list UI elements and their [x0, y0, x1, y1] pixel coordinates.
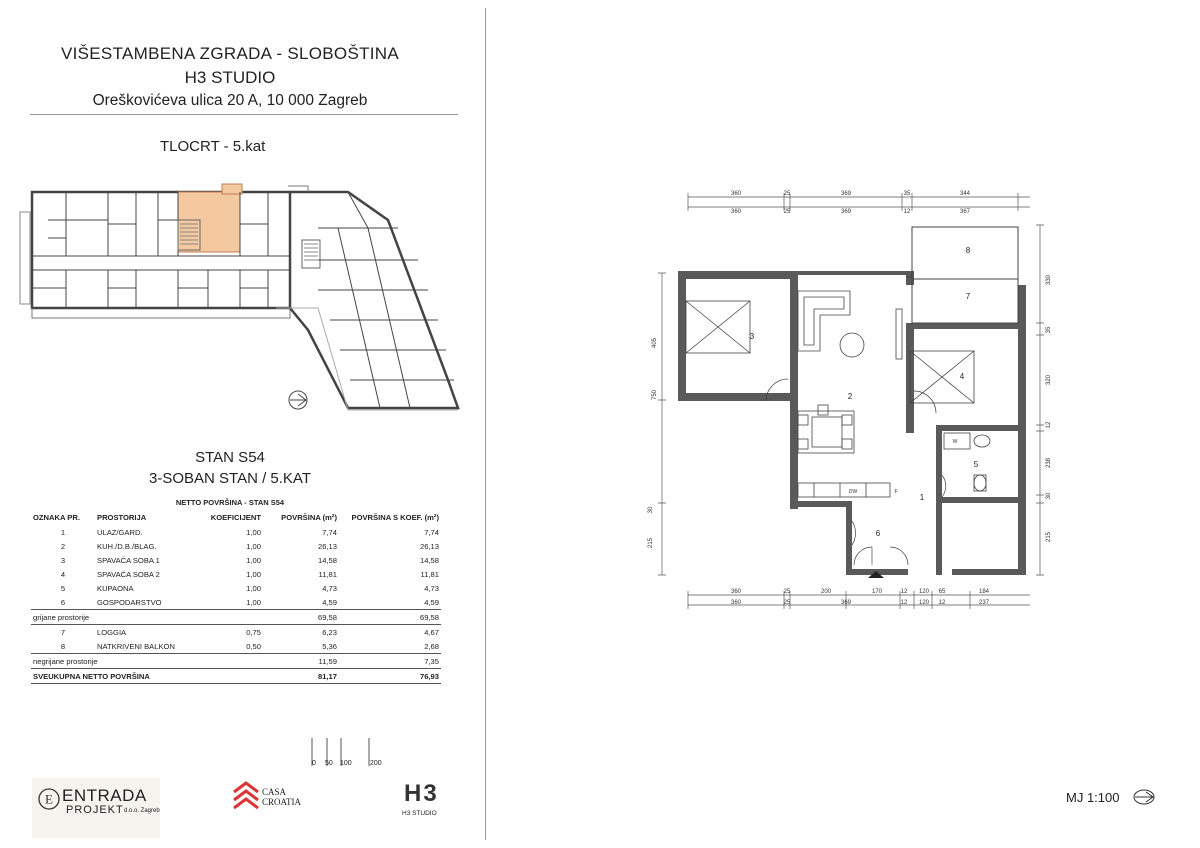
heated-label: grijane prostorije: [31, 610, 263, 625]
entrada-word: ENTRADA: [62, 786, 147, 805]
table-row: [31, 625, 441, 640]
table-header-row: [31, 510, 441, 525]
total-area: 81,17: [263, 669, 339, 684]
row-coef: 1,00: [246, 569, 261, 579]
unheated-label: negrijane prostorije: [31, 654, 263, 669]
apartment-plan-drawing: [640, 185, 1080, 615]
dim-top-1b: 25: [783, 191, 791, 197]
unheated-subtotal-row: [31, 654, 441, 669]
row-coef: 1,00: [246, 541, 261, 551]
row-coef: 0,50: [246, 641, 261, 651]
loggia-outline: [906, 227, 1018, 323]
entrada-suffix: d.o.o. Zagreb: [124, 808, 160, 814]
unheated-area-coef: 7,35: [339, 654, 441, 669]
total-label: SVEUKUPNA NETTO POVRŠINA: [31, 669, 263, 684]
entrada-emblem-icon: [38, 788, 60, 810]
sofa: [798, 291, 850, 351]
casa-word: CASA: [262, 787, 287, 797]
dim-top-2a: 360: [730, 209, 742, 215]
row-area: 14,58: [317, 555, 337, 565]
row-id: 1: [60, 527, 66, 537]
row-area-coef: 4,67: [424, 627, 439, 637]
dishwasher-label: DW: [848, 489, 858, 495]
dim-top-1c: 369: [840, 191, 852, 197]
col-header-id: OZNAKA PR.: [33, 513, 80, 522]
room-number-3: 3: [749, 332, 755, 341]
table-row: [31, 581, 441, 595]
h3-studio-logo: [400, 780, 460, 820]
grand-total-row: [31, 669, 441, 684]
dim-right-f: 30: [1046, 492, 1052, 500]
table-row: [31, 553, 441, 567]
row-id: 2: [60, 541, 66, 551]
bed-room4: [910, 351, 974, 403]
table-row: [31, 525, 441, 539]
project-address: Oreškovićeva ulica 20 A, 10 000 Zagreb: [92, 92, 368, 109]
row-area: 5,36: [322, 641, 337, 651]
dim-right-d: 12: [1046, 421, 1052, 429]
unheated-area: 11,59: [263, 654, 339, 669]
dim-bot-1f: 120: [918, 589, 930, 595]
casa-croatia-logo: [232, 780, 322, 816]
col-header-area-coef: POVRŠINA S KOEF. (m²): [351, 513, 439, 522]
row-coef: 1,00: [246, 583, 261, 593]
table-row: [31, 639, 441, 654]
dim-right-b: 35: [1046, 326, 1052, 334]
heated-area-coef: 69,58: [339, 610, 441, 625]
dim-bot-2b: 25: [783, 600, 791, 606]
dim-bot-2a: 360: [730, 600, 742, 606]
col-header-area: POVRŠINA (m²): [281, 513, 337, 522]
room-number-7: 7: [965, 292, 971, 301]
bathroom-fixtures: [944, 433, 990, 491]
dim-bot-2c: 369: [840, 600, 852, 606]
heated-subtotal-row: [31, 610, 441, 625]
dim-bot-2g: 237: [978, 600, 990, 606]
project-title: VIŠESTAMBENA ZGRADA - SLOBOŠTINA: [60, 44, 400, 63]
floor-plan-label: TLOCRT - 5.kat: [160, 138, 266, 155]
row-room: KUPAONA: [97, 583, 134, 593]
north-arrow-icon: [1132, 788, 1156, 806]
room-number-5: 5: [973, 460, 979, 469]
dim-right-g: 215: [1046, 531, 1052, 543]
room-number-4: 4: [959, 372, 965, 381]
fridge-label: F: [894, 489, 898, 495]
dim-top-2d: 12: [903, 209, 911, 215]
row-area-coef: 4,73: [424, 583, 439, 593]
row-area: 6,23: [322, 627, 337, 637]
col-header-room: PROSTORIJA: [97, 513, 147, 522]
row-room: LOGGIA: [97, 627, 127, 637]
scale-tick-0: 0: [312, 760, 316, 767]
projekt-word: PROJEKT: [66, 804, 124, 816]
scale-note: MJ 1:100: [1066, 790, 1120, 805]
col-header-coef: KOEFICIJENT: [210, 513, 261, 522]
croatia-word: CROATIA: [262, 797, 302, 807]
row-id: 3: [60, 555, 66, 565]
north-arrow-icon: [289, 391, 307, 409]
row-room: GOSPODARSTVO: [97, 597, 162, 607]
scale-tick-200: 200: [370, 760, 382, 767]
row-coef: 1,00: [246, 527, 261, 537]
row-area: 4,59: [322, 597, 337, 607]
header-divider: [30, 114, 458, 115]
dining-table: [798, 405, 854, 453]
row-area-coef: 7,74: [424, 527, 439, 537]
dim-top-2e: 367: [959, 209, 971, 215]
row-id: 6: [60, 597, 66, 607]
heated-area: 69,58: [263, 610, 339, 625]
row-room: SPAVAĆA SOBA 1: [97, 555, 160, 565]
scale-tick-100: 100: [340, 760, 352, 767]
table-row: [31, 539, 441, 553]
dim-bot-2d: 12: [900, 600, 908, 606]
coffee-table: [840, 333, 864, 357]
room-number-6: 6: [875, 529, 881, 538]
room-number-1: 1: [919, 493, 925, 502]
scale-tick-50: 50: [325, 760, 333, 767]
dim-top-1a: 360: [730, 191, 742, 197]
entrada-logo: [32, 778, 160, 838]
dim-left-c: 30: [648, 506, 654, 514]
dim-bot-1b: 25: [783, 589, 791, 595]
apartment-type: 3-SOBAN STAN / 5.KAT: [149, 470, 311, 487]
dim-top-2c: 369: [840, 209, 852, 215]
row-id: 5: [60, 583, 66, 593]
key-plan-drawing: [18, 180, 468, 415]
room-number-2: 2: [847, 392, 853, 401]
table-row: [31, 567, 441, 581]
kitchen-counter: [798, 483, 890, 497]
dim-left-b: 750: [652, 389, 658, 401]
row-area-coef: 4,59: [424, 597, 439, 607]
row-area-coef: 11,81: [420, 569, 439, 579]
dim-bot-1g: 65: [938, 589, 946, 595]
row-id: 7: [60, 627, 66, 637]
room-number-8: 8: [965, 246, 971, 255]
row-room: NATKRIVENI BALKON: [97, 641, 175, 651]
row-id: 4: [60, 569, 66, 579]
row-area: 4,73: [322, 583, 337, 593]
dim-top-1d: 35: [903, 191, 911, 197]
dim-top-2b: 25: [783, 209, 791, 215]
row-room: ULAZ/GARD.: [97, 527, 143, 537]
svg-text:E: E: [45, 791, 53, 807]
row-area: 11,81: [318, 569, 337, 579]
apartment-name: STAN S54: [195, 449, 265, 466]
row-coef: 1,00: [246, 597, 261, 607]
area-table-title: NETTO POVRŠINA - STAN S54: [175, 498, 285, 507]
row-area: 7,74: [322, 527, 337, 537]
studio-name: H3 STUDIO: [184, 68, 276, 87]
dim-bot-1c: 200: [820, 589, 832, 595]
washer-label: W: [952, 439, 958, 445]
tv-unit: [896, 309, 902, 359]
dim-bot-1d: 170: [871, 589, 883, 595]
area-table: [31, 510, 441, 684]
table-row: [31, 595, 441, 610]
sheet-divider: [485, 8, 486, 840]
dim-right-a: 330: [1046, 274, 1052, 286]
dim-bot-1a: 360: [730, 589, 742, 595]
dim-left-a: 405: [652, 337, 658, 349]
row-room: KUH./D.B./BLAG.: [97, 541, 157, 551]
casa-croatia-mark-icon: [232, 780, 260, 814]
dim-bot-1e: 12: [900, 589, 908, 595]
dim-right-e: 238: [1046, 457, 1052, 469]
h3-sub: H3 STUDIO: [402, 810, 437, 817]
dim-bot-2e: 120: [918, 600, 930, 606]
dim-bot-1h: 184: [978, 589, 990, 595]
row-area-coef: 14,58: [419, 555, 439, 565]
h3-mark: H3: [404, 780, 439, 807]
dim-right-c: 320: [1046, 374, 1052, 386]
row-id: 8: [60, 641, 66, 651]
row-area-coef: 26,13: [419, 541, 439, 551]
dim-bot-2f: 12: [938, 600, 946, 606]
row-coef: 1,00: [246, 555, 261, 565]
row-room: SPAVAĆA SOBA 2: [97, 569, 160, 579]
row-area-coef: 2,68: [424, 641, 439, 651]
total-area-coef: 76,93: [339, 669, 441, 684]
row-area: 26,13: [317, 541, 337, 551]
bed-room3: [686, 301, 750, 353]
row-coef: 0,75: [246, 627, 261, 637]
dim-top-1e: 344: [959, 191, 971, 197]
dim-left-d: 215: [648, 537, 654, 549]
